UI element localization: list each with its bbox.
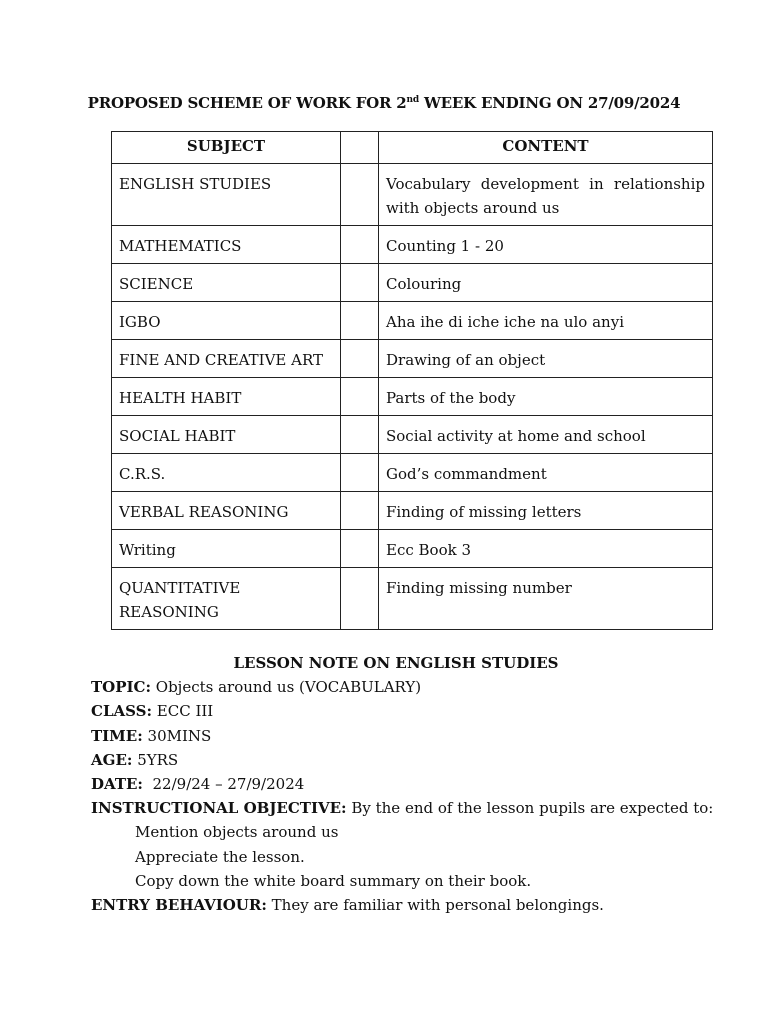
age-label: AGE: xyxy=(91,750,133,769)
content-cell: Parts of the body xyxy=(379,378,713,416)
subject-cell: ENGLISH STUDIES xyxy=(112,164,341,226)
blank-cell xyxy=(341,492,379,530)
content-header: CONTENT xyxy=(379,132,713,164)
objective-item: Mention objects around us xyxy=(135,823,339,842)
scheme-title-start: PROPOSED SCHEME OF WORK FOR 2 xyxy=(87,94,407,112)
subject-cell: HEALTH HABIT xyxy=(112,378,341,416)
table-row xyxy=(112,164,713,226)
table-row xyxy=(112,264,713,302)
time-label: TIME: xyxy=(91,726,143,745)
table-row xyxy=(112,302,713,340)
table-row xyxy=(112,378,713,416)
table-row xyxy=(112,530,713,568)
table-header-row xyxy=(112,132,713,164)
entry-behaviour-value: They are familiar with personal belongings. xyxy=(266,896,604,915)
content-cell: Ecc Book 3 xyxy=(379,530,713,568)
blank-cell xyxy=(341,454,379,492)
content-cell: Counting 1 - 20 xyxy=(379,226,713,264)
subject-cell: SCIENCE xyxy=(112,264,341,302)
scheme-title-ordinal: nd xyxy=(406,95,419,105)
table-row xyxy=(112,226,713,264)
topic-value: Objects around us (VOCABULARY) xyxy=(151,678,422,697)
table-row xyxy=(112,492,713,530)
content-cell: Finding missing number xyxy=(379,568,713,630)
objective-value: By the end of the lesson pupils are expected to: xyxy=(346,799,714,818)
subject-cell: FINE AND CREATIVE ART xyxy=(112,340,341,378)
content-cell: Vocabulary development in relationship with objects around us xyxy=(379,164,713,226)
content-cell: Drawing of an object xyxy=(379,340,713,378)
subject-header: SUBJECT xyxy=(112,132,341,164)
scheme-title xyxy=(0,94,768,112)
content-cell: Colouring xyxy=(379,264,713,302)
blank-cell xyxy=(341,226,379,264)
content-cell: God’s commandment xyxy=(379,454,713,492)
blank-header xyxy=(341,132,379,164)
blank-cell xyxy=(341,378,379,416)
table-row xyxy=(112,568,713,630)
scheme-table xyxy=(111,131,713,630)
date-label: DATE: xyxy=(91,775,143,794)
date-value: 22/9/24 – 27/9/2024 xyxy=(142,775,305,794)
age-value: 5YRS xyxy=(132,750,179,769)
lesson-heading: LESSON NOTE ON ENGLISH STUDIES xyxy=(233,654,559,672)
topic-label: TOPIC: xyxy=(91,678,151,697)
subject-cell: QUANTITATIVE REASONING xyxy=(112,568,341,630)
subject-cell: SOCIAL HABIT xyxy=(112,416,341,454)
objective-label: INSTRUCTIONAL OBJECTIVE: xyxy=(91,799,347,818)
blank-cell xyxy=(341,568,379,630)
objective-line xyxy=(91,796,714,820)
table-row xyxy=(112,340,713,378)
content-cell: Aha ihe di iche iche na ulo anyi xyxy=(379,302,713,340)
blank-cell xyxy=(341,302,379,340)
topic-line xyxy=(91,675,711,699)
date-line xyxy=(91,772,711,796)
objective-item: Appreciate the lesson. xyxy=(135,847,305,866)
subject-cell: IGBO xyxy=(112,302,341,340)
time-value: 30MINS xyxy=(142,726,212,745)
subject-cell: MATHEMATICS xyxy=(112,226,341,264)
content-cell: Social activity at home and school xyxy=(379,416,713,454)
table-row xyxy=(112,454,713,492)
time-line xyxy=(91,724,711,748)
class-value: ECC III xyxy=(152,702,214,721)
class-line xyxy=(91,699,711,723)
class-label: CLASS: xyxy=(91,702,152,721)
scheme-title-end: WEEK ENDING ON 27/09/2024 xyxy=(418,94,681,112)
blank-cell xyxy=(341,164,379,226)
subject-cell: VERBAL REASONING xyxy=(112,492,341,530)
content-cell: Finding of missing letters xyxy=(379,492,713,530)
entry-behaviour-line xyxy=(91,893,711,917)
age-line xyxy=(91,748,711,772)
lesson-note xyxy=(91,651,714,917)
subject-cell: C.R.S. xyxy=(112,454,341,492)
blank-cell xyxy=(341,340,379,378)
blank-cell xyxy=(341,416,379,454)
table-row xyxy=(112,416,713,454)
entry-behaviour-label: ENTRY BEHAVIOUR: xyxy=(91,896,267,915)
blank-cell xyxy=(341,530,379,568)
blank-cell xyxy=(341,264,379,302)
objective-item: Copy down the white board summary on their book. xyxy=(135,871,532,890)
subject-cell: Writing xyxy=(112,530,341,568)
